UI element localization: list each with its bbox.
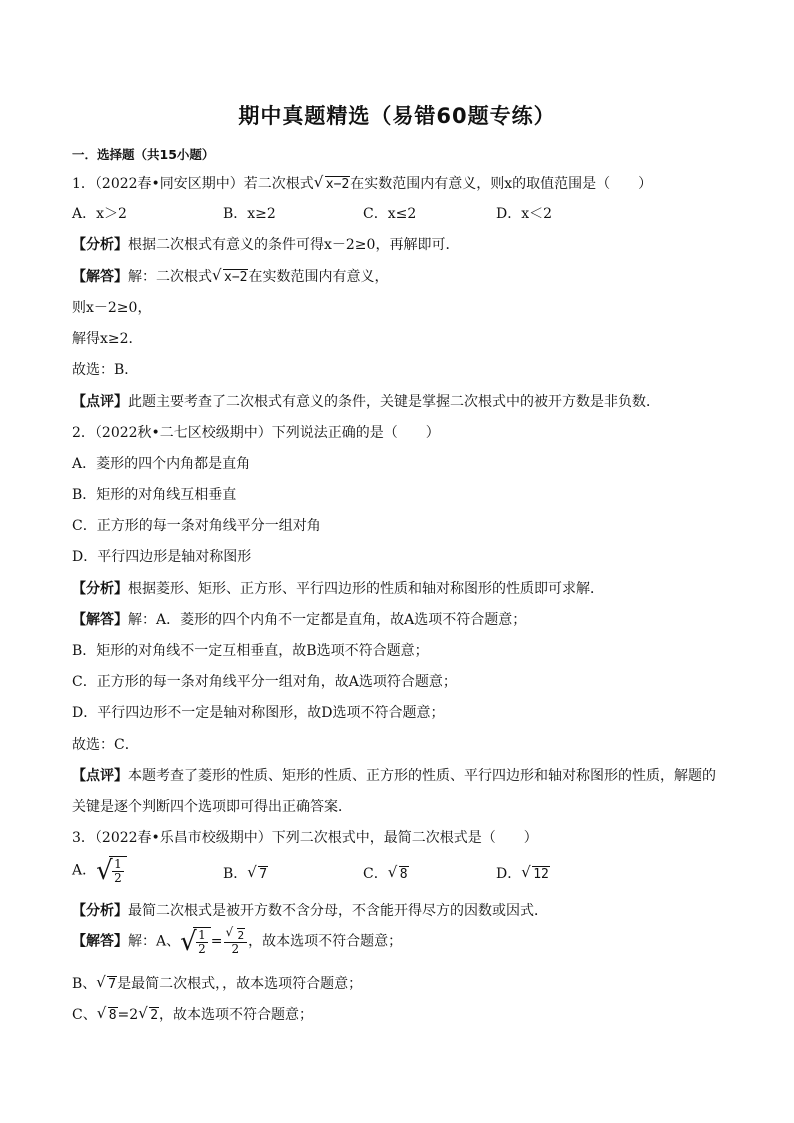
q2-option-b: B．矩形的对角线互相垂直 bbox=[72, 487, 237, 503]
q1-option-a: A．x＞2 bbox=[72, 206, 127, 222]
section-heading: 一．选择题（共15小题） bbox=[72, 147, 215, 162]
page-title: 期中真题精选（易错60题专练） bbox=[238, 104, 556, 128]
q1-answer-line: 解得x≥2． bbox=[72, 331, 143, 347]
q1-answer-radical: √ x−2 bbox=[212, 266, 248, 285]
q3-option-c: C． √ 8 bbox=[363, 863, 408, 882]
q1-stem: 1．（2022春•同安区期中）若二次根式 √ x−2在实数范围内有意义，则x的取值范围是（ ） bbox=[72, 173, 653, 192]
q2-option-d: D．平行四边形是轴对称图形 bbox=[72, 549, 252, 565]
q2-answer-line: B．矩形的对角线不一定互相垂直，故B选项不符合题意； bbox=[72, 643, 429, 659]
q2-stem: 2．（2022秋•二七区校级期中）下列说法正确的是（ ） bbox=[72, 425, 440, 441]
q2-answer-line: 故选：C． bbox=[72, 737, 139, 753]
q3-option-d: D． √ 12 bbox=[496, 863, 549, 882]
q3-answer-line-b: B、 √ 7是最简二次根式，，故本选项符合题意； bbox=[72, 973, 363, 992]
q3-option-a: A． √ $\frac{1}{2}$ bbox=[72, 856, 127, 885]
q2-option-a: A．菱形的四个内角都是直角 bbox=[72, 456, 251, 472]
q3-analysis: 【分析】最简二次根式是被开方数不含分母，不含能开得尽方的因数或因式． bbox=[72, 903, 548, 919]
q2-analysis: 【分析】根据菱形、矩形、正方形、平行四边形的性质和轴对称图形的性质即可求解． bbox=[72, 581, 604, 597]
q1-option-d: D．x＜2 bbox=[496, 206, 553, 222]
q1-radical: √ x−2 bbox=[313, 173, 350, 192]
q2-comment: 【点评】本题考查了菱形的性质、矩形的性质、正方形的性质、平行四边形和轴对称图形的性质，解题的 bbox=[72, 768, 716, 784]
q2-comment-cont: 关键是逐个判断四个选项即可得出正确答案． bbox=[72, 799, 352, 815]
q3-stem: 3．（2022春•乐昌市校级期中）下列二次根式中，最简二次根式是（ ） bbox=[72, 830, 538, 846]
q1-analysis: 【分析】根据二次根式有意义的条件可得x－2≥0，再解即可． bbox=[72, 237, 460, 253]
q1-comment: 【点评】此题主要考查了二次根式有意义的条件，关键是掌握二次根式中的被开方数是非负数． bbox=[72, 394, 660, 410]
q1-answer-line: 则x－2≥0， bbox=[72, 300, 152, 316]
q3-answer: 【解答】解：A、 √ $\frac{1}{2}$ = √ 2 2 ，故本选项不符合题意； bbox=[72, 924, 403, 957]
q3-option-a-radical: √ $\frac{1}{2}$ bbox=[96, 856, 127, 885]
q1-option-c: C．x≤2 bbox=[363, 206, 417, 222]
q1-answer: 【解答】解：二次根式 √ x−2在实数范围内有意义， bbox=[72, 266, 389, 285]
q3-option-b: B． √ 7 bbox=[223, 863, 268, 882]
q2-answer-line: C．正方形的每一条对角线平分一组对角，故A选项符合题意； bbox=[72, 674, 457, 690]
q3-answer-line-c: C、 √ 8=2 √ 2，故本选项不符合题意； bbox=[72, 1004, 314, 1023]
q2-answer-line: D．平行四边形不一定是轴对称图形，故D选项不符合题意； bbox=[72, 705, 445, 721]
q1-answer-line: 故选：B． bbox=[72, 362, 139, 378]
q1-option-b: B．x≥2 bbox=[223, 206, 276, 222]
q2-answer: 【解答】解：A．菱形的四个内角不一定都是直角，故A选项不符合题意； bbox=[72, 612, 527, 628]
q2-option-c: C．正方形的每一条对角线平分一组对角 bbox=[72, 518, 321, 534]
